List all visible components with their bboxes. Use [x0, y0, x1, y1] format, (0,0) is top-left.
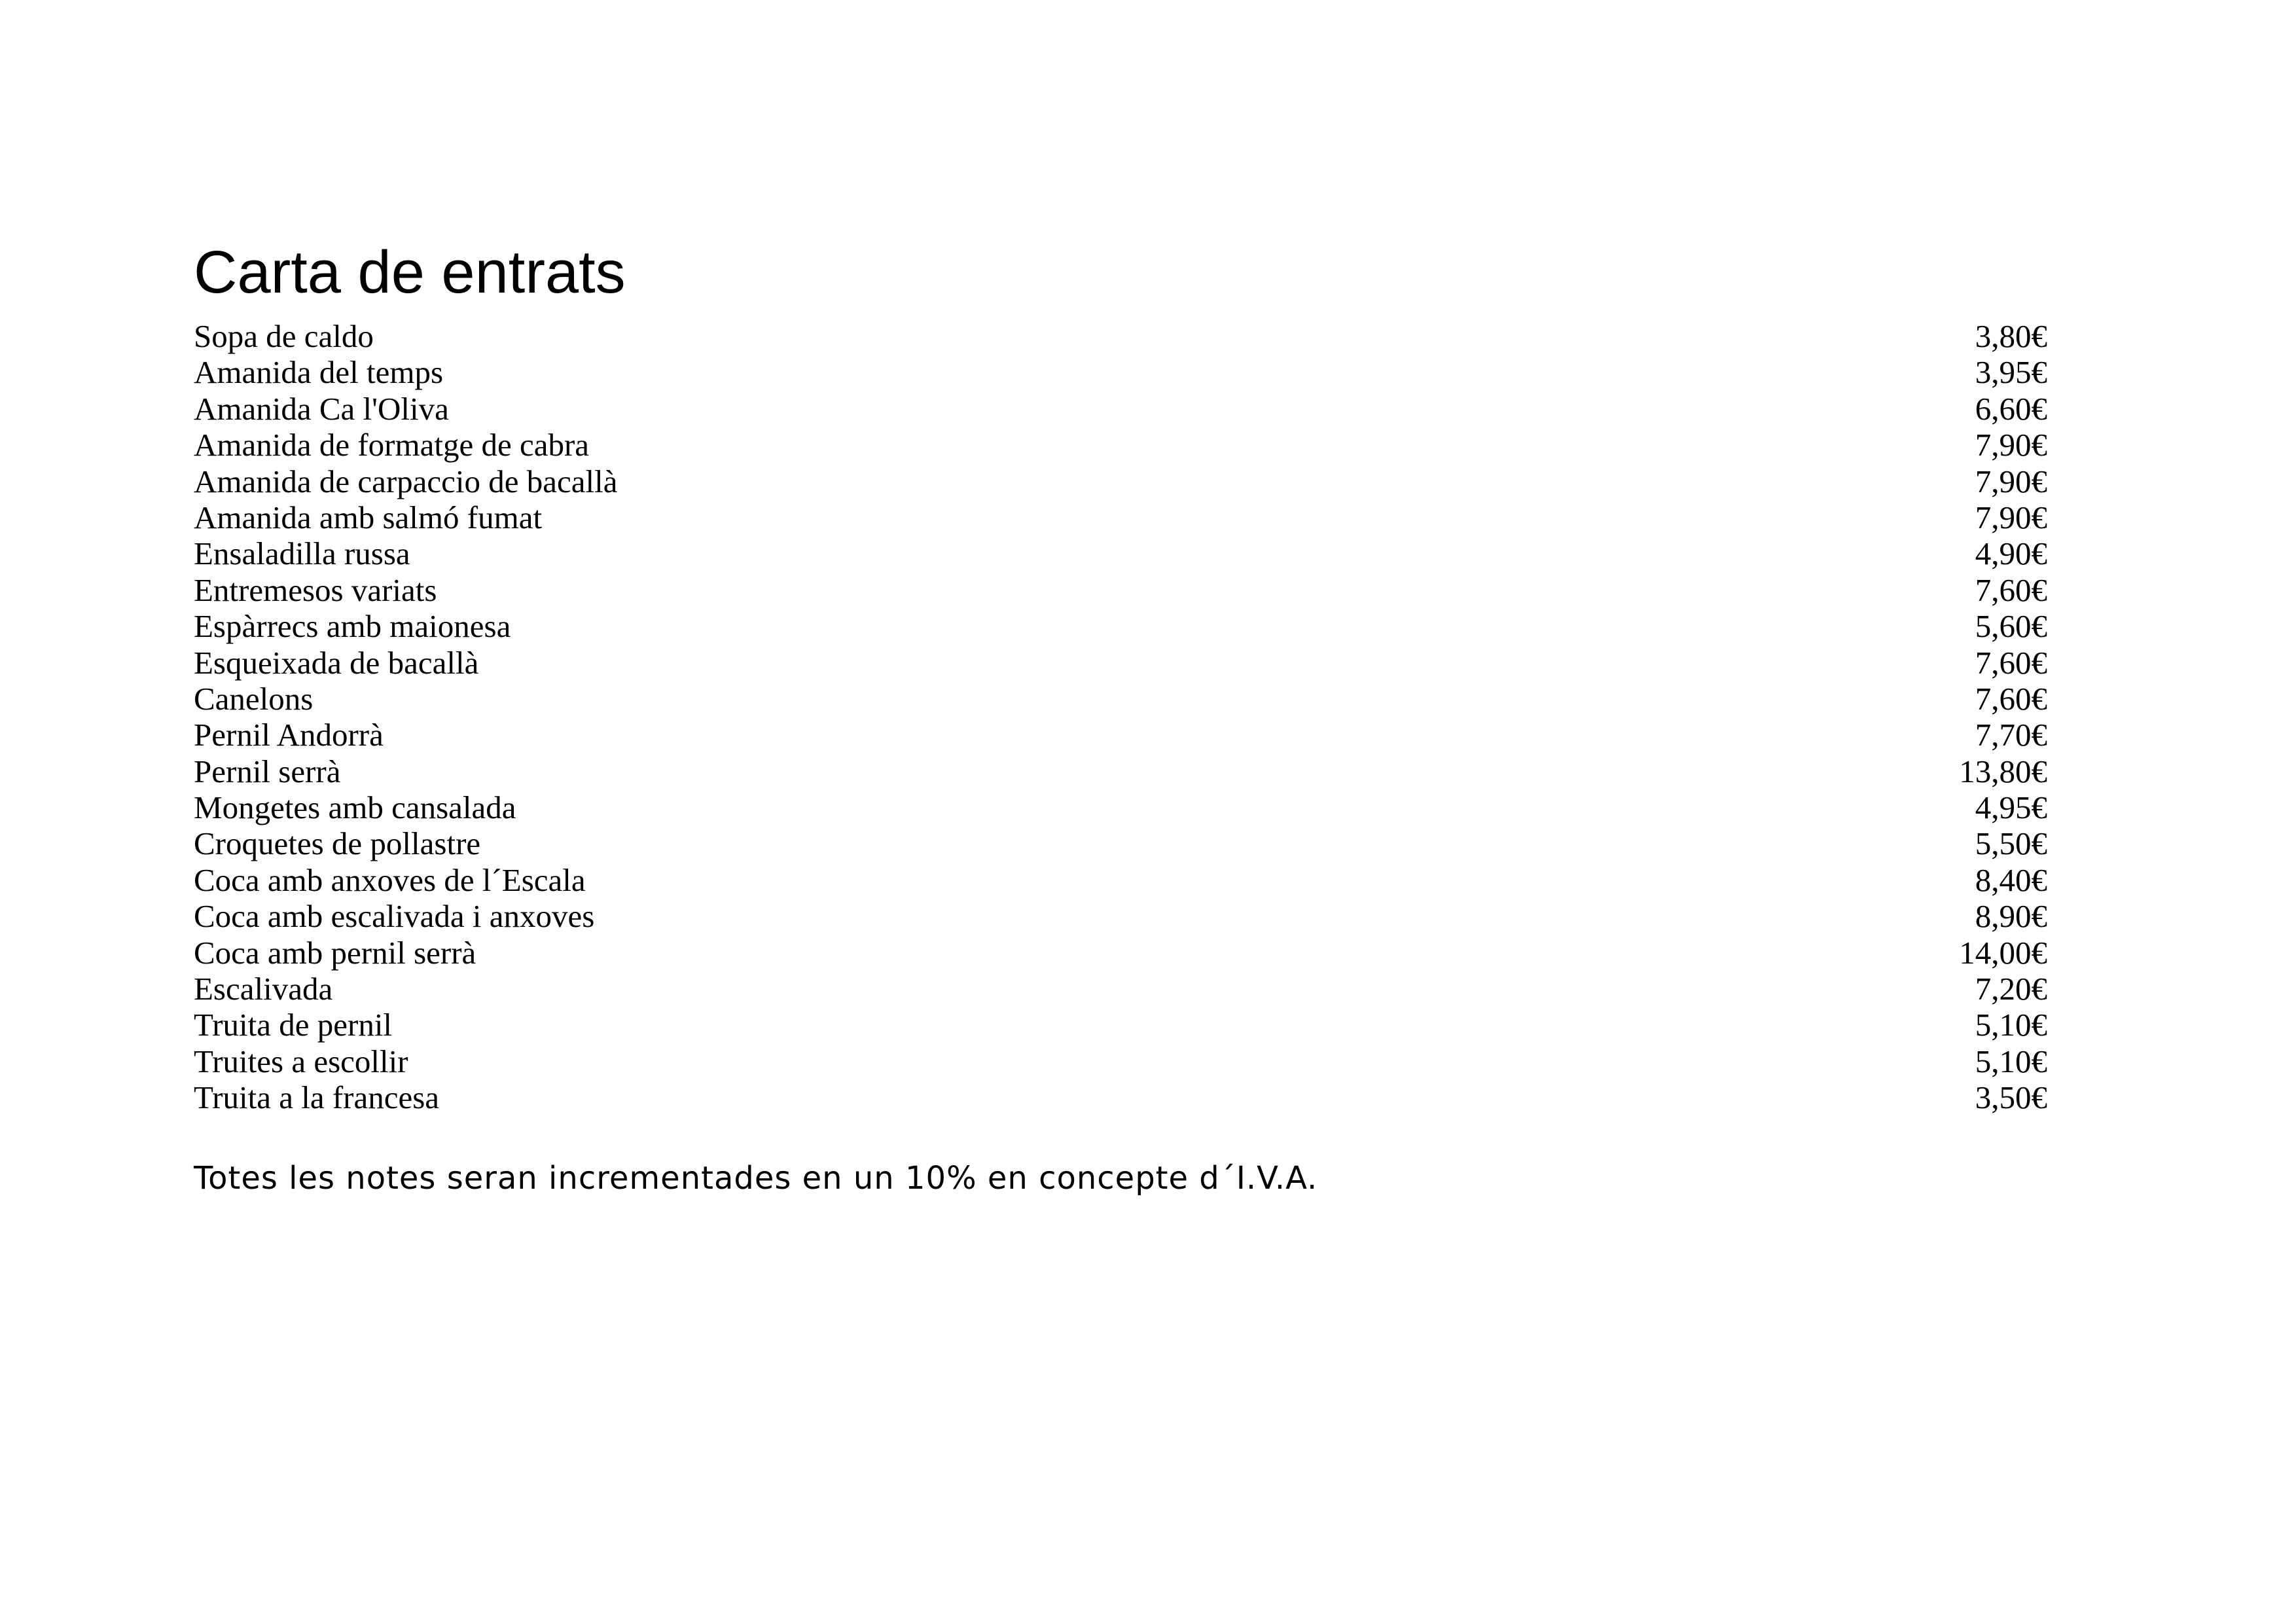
menu-item: [194, 935, 2047, 971]
menu-item: [194, 608, 2047, 644]
item-price: 7,60€: [1975, 680, 2047, 717]
menu-item: [194, 572, 2047, 608]
menu-item: [194, 391, 2047, 427]
item-price: 7,90€: [1975, 427, 2047, 463]
item-name: Amanida de carpaccio de bacallà: [194, 463, 618, 499]
item-name: Amanida del temps: [194, 354, 444, 391]
item-price: 4,95€: [1975, 789, 2047, 826]
menu-item: [194, 971, 2047, 1007]
item-price: 7,90€: [1975, 463, 2047, 499]
menu-item: [194, 427, 2047, 463]
menu-item: [194, 354, 2047, 390]
item-name: Espàrrecs amb maionesa: [194, 608, 511, 645]
item-name: Escalivada: [194, 971, 333, 1007]
menu-item: [194, 1043, 2047, 1079]
item-name: Amanida Ca l'Oliva: [194, 390, 449, 427]
menu-item: [194, 862, 2047, 898]
item-price: 7,60€: [1975, 644, 2047, 681]
item-price: 3,50€: [1975, 1079, 2047, 1116]
item-name: Truites a escollir: [194, 1043, 408, 1079]
menu-item: [194, 499, 2047, 535]
item-price: 7,60€: [1975, 571, 2047, 608]
item-name: Amanida de formatge de cabra: [194, 427, 590, 463]
item-price: 7,90€: [1975, 499, 2047, 535]
item-price: 5,10€: [1975, 1043, 2047, 1079]
menu-list: [194, 318, 2047, 1116]
item-name: Pernil Andorrà: [194, 717, 384, 753]
item-name: Esqueixada de bacallà: [194, 644, 479, 681]
menu-item: [194, 463, 2047, 499]
item-price: 5,60€: [1975, 608, 2047, 645]
vat-note: Totes les notes seran incrementades en un 10% en concepte d´I.V.A.: [194, 1160, 1318, 1197]
menu-item: [194, 1079, 2047, 1115]
item-name: Pernil serrà: [194, 753, 341, 789]
item-price: 8,40€: [1975, 861, 2047, 898]
item-name: Coca amb pernil serrà: [194, 934, 476, 971]
item-name: Coca amb escalivada i anxoves: [194, 898, 595, 935]
menu-item: [194, 825, 2047, 861]
item-price: 5,50€: [1975, 825, 2047, 862]
item-price: 3,95€: [1975, 354, 2047, 391]
item-name: Truita de pernil: [194, 1007, 393, 1043]
item-name: Coca amb anxoves de l´Escala: [194, 861, 586, 898]
menu-item: [194, 645, 2047, 681]
item-name: Croquetes de pollastre: [194, 825, 481, 862]
item-name: Amanida amb salmó fumat: [194, 499, 543, 535]
item-price: 6,60€: [1975, 390, 2047, 427]
item-name: Sopa de caldo: [194, 318, 374, 354]
menu-item: [194, 318, 2047, 354]
item-name: Canelons: [194, 680, 314, 717]
menu-item: [194, 535, 2047, 571]
item-price: 7,20€: [1975, 971, 2047, 1007]
menu-item: [194, 898, 2047, 934]
menu-item: [194, 681, 2047, 717]
item-price: 14,00€: [1959, 934, 2047, 971]
menu-item: [194, 789, 2047, 825]
menu-item: [194, 753, 2047, 789]
item-price: 3,80€: [1975, 318, 2047, 354]
menu-item: [194, 1007, 2047, 1043]
item-price: 5,10€: [1975, 1007, 2047, 1043]
item-price: 13,80€: [1959, 753, 2047, 789]
item-price: 8,90€: [1975, 898, 2047, 935]
item-price: 7,70€: [1975, 717, 2047, 753]
item-name: Mongetes amb cansalada: [194, 789, 516, 826]
item-name: Entremesos variats: [194, 571, 437, 608]
item-name: Ensaladilla russa: [194, 535, 410, 572]
menu-item: [194, 717, 2047, 753]
page-title: Carta de entrats: [194, 239, 626, 306]
item-name: Truita a la francesa: [194, 1079, 440, 1116]
item-price: 4,90€: [1975, 535, 2047, 572]
